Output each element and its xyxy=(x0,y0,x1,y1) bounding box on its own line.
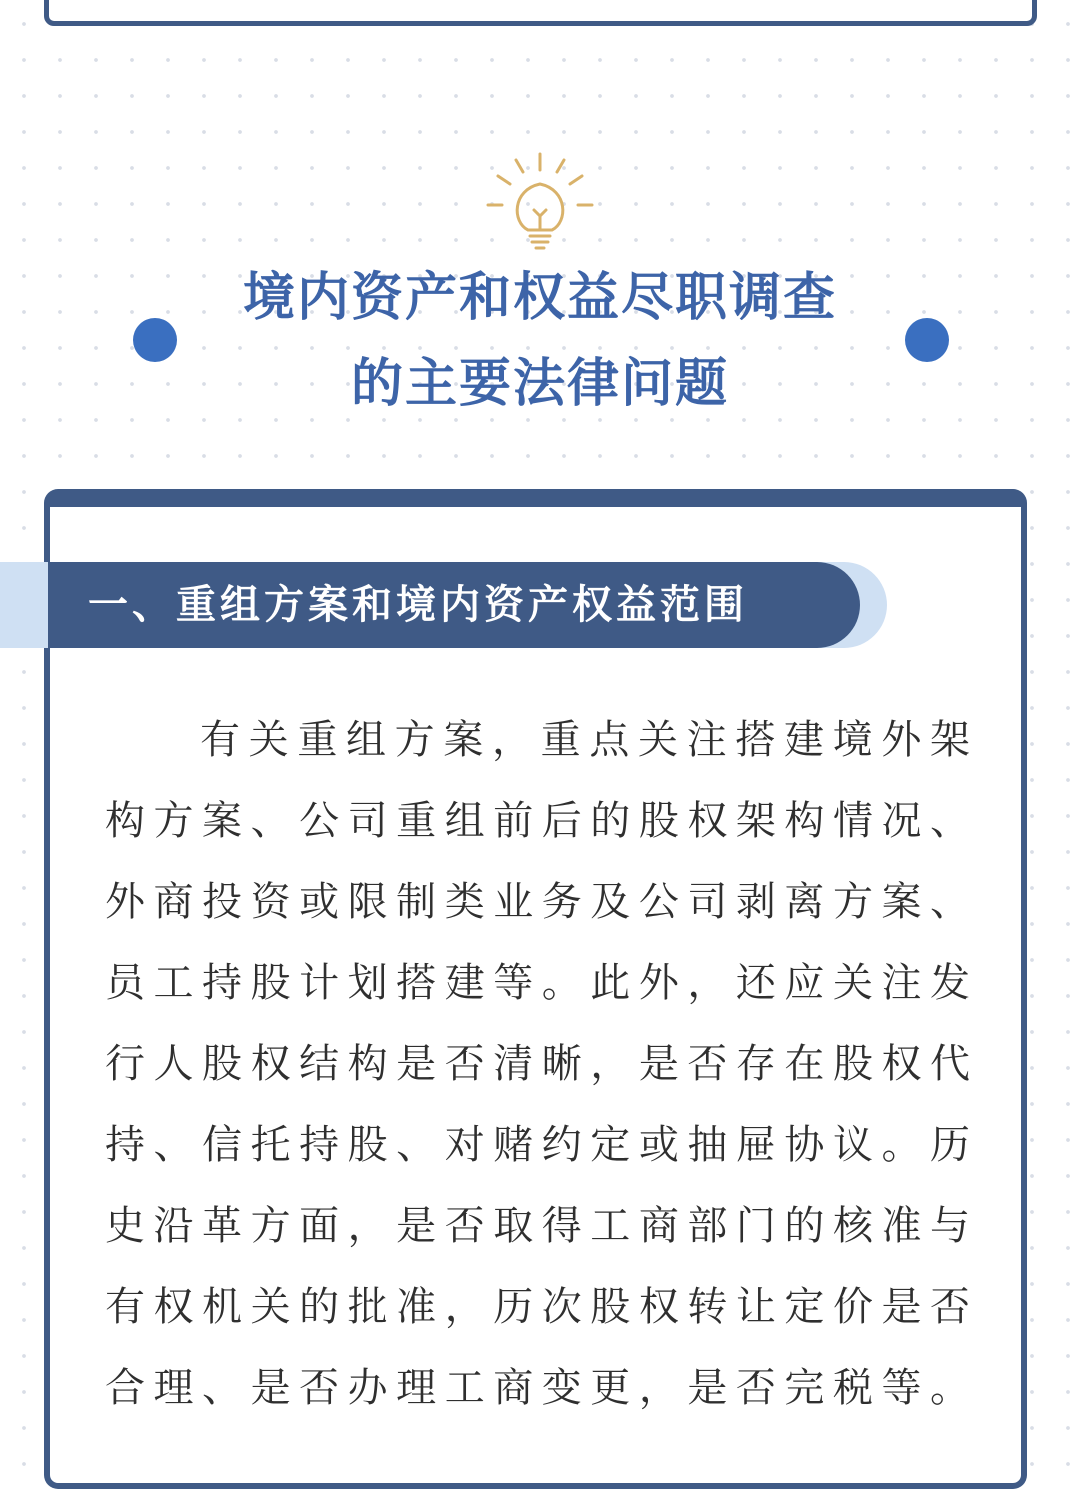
paragraph-line: 有权机关的批准，历次股权转让定价是否 xyxy=(105,1284,970,1330)
section-heading-banner xyxy=(48,562,860,648)
paragraph-line: 构方案、公司重组前后的股权架构情况、 xyxy=(105,798,970,844)
section-heading: 一、重组方案和境内资产权益范围 xyxy=(88,582,748,628)
paragraph-line: 行人股权结构是否清晰，是否存在股权代 xyxy=(105,1041,970,1087)
paragraph-line: 外商投资或限制类业务及公司剥离方案、 xyxy=(105,879,970,925)
paragraph-line: 合理、是否办理工商变更，是否完税等。 xyxy=(105,1365,970,1411)
title-dot-left xyxy=(133,318,177,362)
lightbulb-icon xyxy=(484,150,596,254)
title-dot-right xyxy=(905,318,949,362)
previous-section-card xyxy=(44,0,1037,26)
paragraph-line: 持、信托持股、对赌约定或抽屉协议。历 xyxy=(105,1122,970,1168)
paragraph-line: 史沿革方面，是否取得工商部门的核准与 xyxy=(105,1203,970,1249)
paragraph-line: 员工持股计划搭建等。此外，还应关注发 xyxy=(105,960,970,1006)
page-title-line-2: 的主要法律问题 xyxy=(350,354,729,414)
paragraph-line: 有关重组方案，重点关注搭建境外架 xyxy=(200,717,970,763)
page-title-line-1: 境内资产和权益尽职调查 xyxy=(242,268,837,328)
